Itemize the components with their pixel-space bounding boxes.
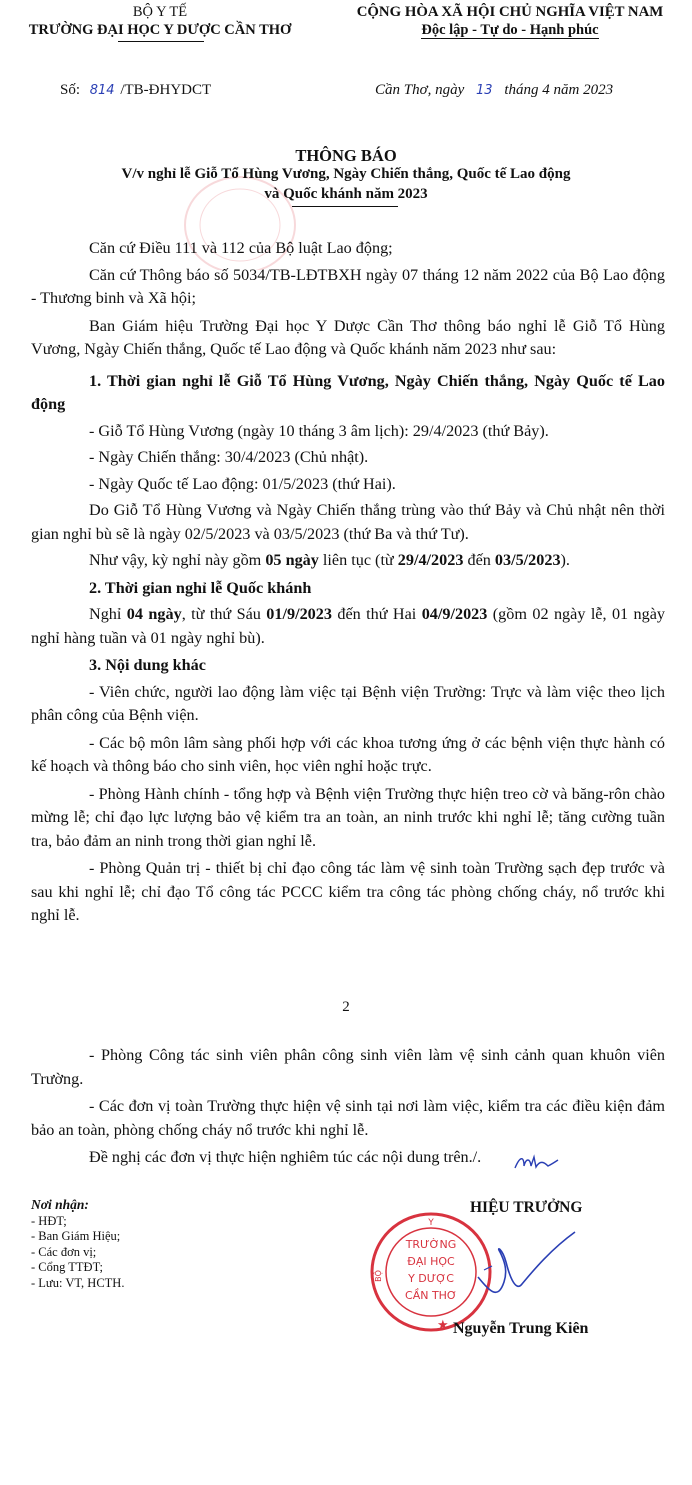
s1-item-2: - Ngày Chiến thắng: 30/4/2023 (Chủ nhật).: [89, 448, 369, 466]
recipients-label: Nơi nhận:: [31, 1197, 89, 1212]
s2-end-date: 04/9/2023: [421, 605, 488, 623]
section-2-title: 2. Thời gian nghỉ lễ Quốc khánh: [89, 578, 312, 597]
s3-item-4: - Phòng Quản trị - thiết bị chỉ đạo công tác làm vệ sinh toàn Trường sạch đẹp trước và sau khi nghỉ lễ; chỉ đạo Tổ công tác PCCC kiểm tra công tác phòng chống cháy, nổ trước khi nghỉ lễ.: [31, 859, 665, 924]
s1-summary-c: liên tục (từ: [318, 551, 398, 569]
s2-g: (gồm 02 ngày lễ, 01 ngày nghỉ hàng tuần và 01 ngày nghỉ bù).: [31, 605, 666, 647]
recipient-item: - HĐT;: [31, 1213, 67, 1228]
date-day: 13: [476, 83, 493, 98]
subject-line-2: và Quốc khánh năm 2023: [264, 186, 428, 202]
s1-summary: [31, 549, 665, 573]
doc-no-value: 814: [89, 83, 115, 98]
s2-start-date: 01/9/2023: [266, 605, 332, 623]
stamp-line-3: Y DƯỢC: [408, 1272, 454, 1285]
subject-line-1: V/v nghỉ lễ Giỗ Tổ Hùng Vương, Ngày Chiến thắng, Quốc tế Lao động: [121, 166, 571, 182]
body-page-2: [31, 1044, 665, 1170]
closing-request: Đề nghị các đơn vị thực hiện nghiêm túc các nội dung trên./.: [89, 1148, 482, 1166]
place-date-prefix: Cần Thơ, ngày: [375, 82, 465, 98]
stamp-line-1: TRƯỜNG: [405, 1238, 457, 1251]
s1-item-3: - Ngày Quốc tế Lao động: 01/5/2023 (thứ Hai).: [89, 474, 396, 493]
signer-name: Nguyễn Trung Kiên: [453, 1320, 589, 1337]
s2-e: đến thứ Hai: [331, 605, 422, 623]
place-date: [375, 82, 613, 99]
s3-item-6: - Các đơn vị toàn Trường thực hiện vệ sinh tại nơi làm việc, kiểm tra các điều kiện đảm bảo an toàn, phòng chống cháy nổ trước khi nghỉ lễ.: [31, 1097, 665, 1139]
national-motto: [325, 20, 692, 40]
s3-item-3: - Phòng Hành chính - tổng hợp và Bệnh viện Trường thực hiện treo cờ và băng-rôn chào mừng lễ; chỉ đạo lực lượng bảo vệ kiểm tra an toàn, an ninh trước khi nghỉ lễ; tăng cường tuần tra, bảo đảm an ninh trong thời gian nghỉ lễ.: [31, 784, 665, 850]
s1-item-1: - Giỗ Tổ Hùng Vương (ngày 10 tháng 3 âm lịch): 29/4/2023 (thứ Bảy).: [89, 421, 549, 440]
place-date-suffix: tháng 4 năm 2023: [504, 82, 614, 98]
recipient-item: - Ban Giám Hiệu;: [31, 1229, 121, 1243]
basis-2: Căn cứ Thông báo số 5034/TB-LĐTBXH ngày 07 tháng 12 năm 2022 của Bộ Lao động - Thương binh và Xã hội;: [31, 265, 665, 307]
doc-no-suffix: /TB-ĐHYDCT: [120, 82, 212, 98]
signer-position: HIỆU TRƯỞNG: [470, 1199, 583, 1216]
s1-days: 05 ngày: [265, 551, 319, 569]
s1-summary-g: ).: [560, 551, 570, 569]
s1-summary-e: đến: [463, 551, 495, 569]
ministry-name: BỘ Y TẾ: [132, 4, 188, 20]
stamp-line-2: ĐẠI HỌC: [407, 1255, 455, 1268]
recipient-item: - Lưu: VT, HCTH.: [31, 1275, 125, 1290]
stamp-top-text: Y: [428, 1218, 434, 1228]
s2-days: 04 ngày: [126, 605, 182, 623]
stamp-side-text: BỘ: [374, 1270, 383, 1282]
document-title: THÔNG BÁO: [295, 146, 397, 165]
body-page-1: [31, 237, 665, 928]
motto-text: Độc lập - Tự do - Hạnh phúc: [421, 22, 599, 38]
s3-item-5: - Phòng Công tác sinh viên phân công sinh viên làm vệ sinh cảnh quan khuôn viên Trường.: [31, 1046, 665, 1088]
s2-c: , từ thứ Sáu: [181, 605, 267, 623]
section-3-title: 3. Nội dung khác: [89, 656, 206, 674]
s1-start-date: 29/4/2023: [397, 551, 464, 569]
s1-end-date: 03/5/2023: [494, 551, 561, 569]
recipient-item: - Cổng TTĐT;: [31, 1260, 103, 1274]
section-1-title: 1. Thời gian nghỉ lễ Giỗ Tổ Hùng Vương, Ngày Chiến thắng, Ngày Quốc tế Lao động: [31, 371, 665, 413]
doc-no-label: Số:: [60, 82, 81, 98]
star-icon: ★: [437, 1318, 449, 1333]
page-number: 2: [342, 999, 350, 1015]
header-divider-left: [118, 41, 204, 42]
s2-paragraph: [31, 603, 665, 650]
basis-1: Căn cứ Điều 111 và 112 của Bộ luật Lao động;: [89, 239, 393, 257]
intro-paragraph: Ban Giám hiệu Trường Đại học Y Dược Cần Thơ thông báo nghỉ lễ Giỗ Tổ Hùng Vương, Ngày Chiến thắng, Quốc tế Lao động và Quốc khánh năm 2023 như sau:: [31, 316, 665, 358]
s2-a: Nghỉ: [89, 605, 127, 623]
recipients-block: [31, 1197, 231, 1291]
handwritten-signature: [470, 1222, 590, 1312]
s1-summary-a: Như vậy, kỳ nghỉ này gồm: [89, 551, 266, 569]
title-underline: [292, 206, 398, 207]
document-number: [60, 82, 211, 99]
recipient-item: - Các đơn vị;: [31, 1244, 97, 1259]
country-name: CỘNG HÒA XÃ HỘI CHỦ NGHĨA VIỆT NAM: [356, 4, 664, 20]
stamp-line-4: CẦN THƠ: [405, 1289, 457, 1302]
s3-item-2: - Các bộ môn lâm sàng phối hợp với các khoa tương ứng ở các bệnh viện thực hành có kế hoạch và thông báo cho sinh viên, học viên nghỉ hoặc trực.: [31, 733, 665, 775]
university-name: TRƯỜNG ĐẠI HỌC Y DƯỢC CẦN THƠ: [28, 22, 292, 38]
initials-mark: [512, 1152, 560, 1174]
s3-item-1: - Viên chức, người lao động làm việc tại Bệnh viện Trường: Trực và làm việc theo lịch phân công của Bệnh viện.: [31, 682, 665, 724]
s1-paragraph: Do Giỗ Tổ Hùng Vương và Ngày Chiến thắng trùng vào thứ Bảy và Chủ nhật nên thời gian nghỉ bù sẽ là ngày 02/5/2023 và 03/5/2023 (thứ Ba và thứ Tư).: [31, 501, 665, 543]
